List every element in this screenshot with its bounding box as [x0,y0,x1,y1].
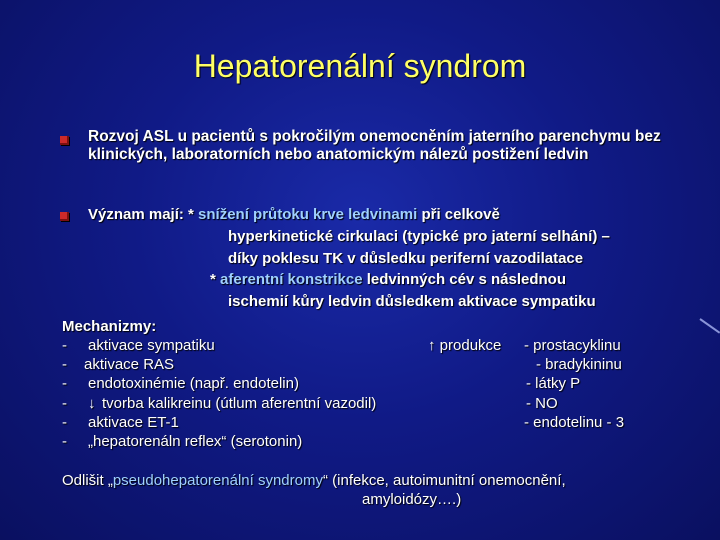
bullet-2-line-2: hyperkinetické cirkulaci (typické pro jaterní selhání) – [228,228,610,245]
bullet-2-line-5: ischemií kůry ledvin důsledkem aktivace sympatiku [228,293,596,310]
bullet-2-lead: Význam mají: * [88,206,199,223]
mechanism-item [62,375,299,393]
production-item: - endotelinu - 3 [524,414,625,431]
bullet-marker [60,212,69,221]
mechanism-text: aktivace RAS [84,356,175,373]
footer-suffix: “ (infekce, autoimunitní onemocnění, [322,472,566,489]
mechanism-text: aktivace sympatiku [88,337,215,354]
production-item: - prostacyklinu [524,337,621,354]
bullet-2-line-3: díky poklesu TK v důsledku periferní vazodilatace [228,250,584,267]
footer-prefix: Odlišit „ [62,472,113,489]
bullet-2-after-2: ledvinných cév s následnou [362,271,566,288]
mechanism-dash: - [62,395,67,412]
mechanism-item [62,337,215,355]
mechanism-text: „hepatorenáln reflex“ (serotonin) [88,433,303,450]
mechanism-item [62,414,179,432]
mechanism-dash: - [62,356,67,373]
production-item: - látky P [526,375,581,392]
mechanism-text: endotoxinémie (např. endotelin) [88,375,299,392]
footer-line-2: amyloidózy….) [362,491,462,508]
production-header [428,337,501,355]
down-arrow-icon: ↓ [88,395,96,412]
bullet-2-highlight-2: aferentní konstrikce [220,271,363,288]
mechanism-dash: - [62,375,67,392]
bullet-2-highlight-1: snížení průtoku krve ledvinami [198,206,418,223]
mechanism-dash: - [62,433,67,450]
mechanism-dash: - [62,337,67,354]
mechanism-dash: - [62,414,67,431]
bullet-1-text: Rozvoj ASL u pacientů s pokročilým onemocněním jaterního parenchymu bez klinických, laboratorních nebo anatomickým nálezů postižení ledvin [88,128,661,163]
bullet-2-line-1 [88,206,500,224]
mechanisms-heading: Mechanizmy: [62,318,157,335]
mechanism-item [62,433,303,451]
up-arrow-icon: ↑ [428,337,436,354]
mechanism-item [62,395,377,413]
footer-line-1 [62,472,566,490]
mechanism-item [62,356,175,374]
footer-highlight: pseudohepatorenální syndromy [112,472,323,489]
mechanism-text: aktivace ET-1 [88,414,179,431]
production-item: - NO [526,395,558,412]
bullet-marker [60,136,69,145]
slide-title: Hepatorenální syndrom [193,48,527,84]
production-label: produkce [439,337,502,354]
mechanism-text: tvorba kalikreinu (útlum aferentní vazodil) [102,395,377,412]
bullet-2-after-1: při celkově [417,206,500,223]
bullet-2-line-4 [210,271,566,289]
production-item: - bradykininu [536,356,622,373]
bullet-2-star: * [210,271,221,288]
decorative-line [699,318,720,333]
